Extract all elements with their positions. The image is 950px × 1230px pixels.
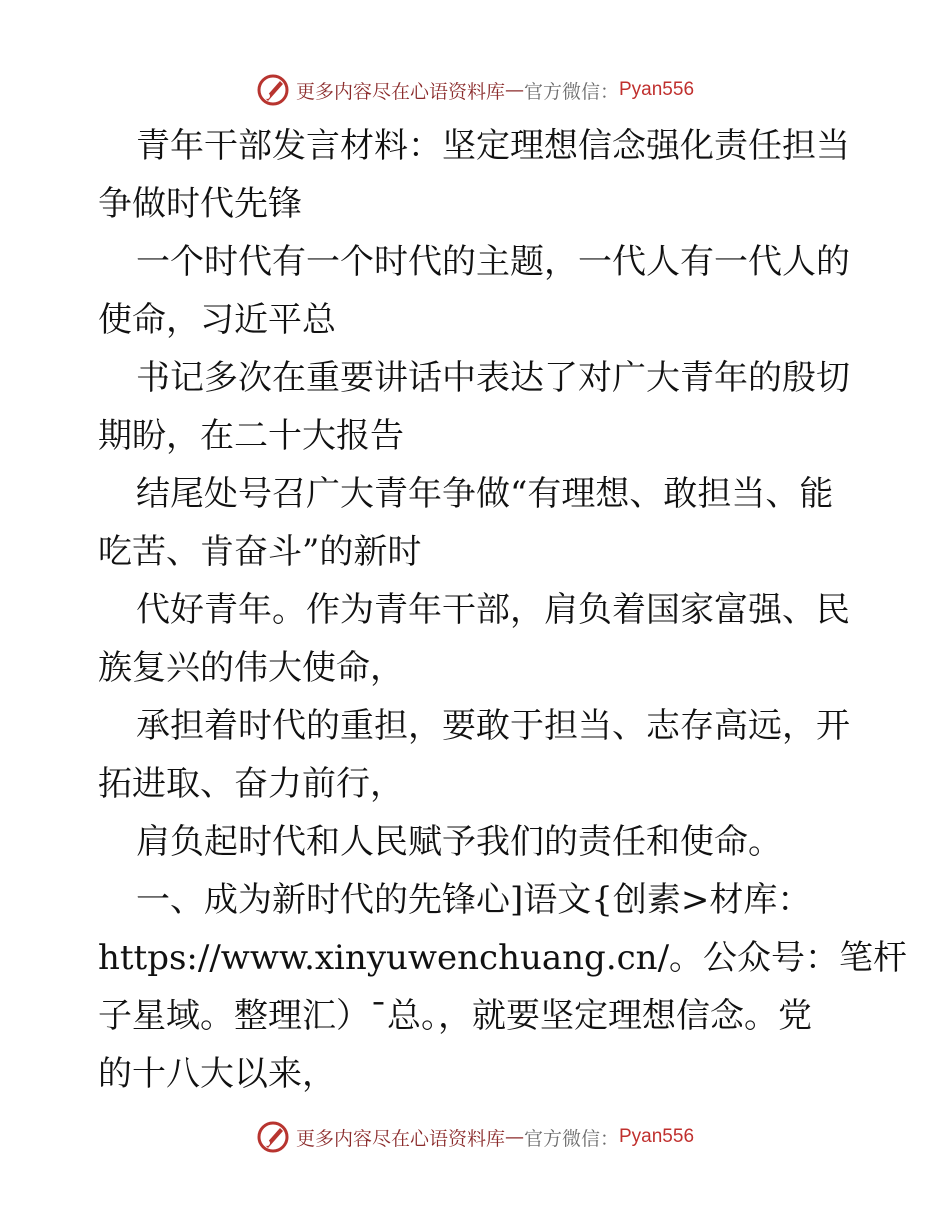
text-line: 代好青年。作为青年干部，肩负着国家富强、民 bbox=[136, 590, 850, 630]
text-line: 一、成为新时代的先锋心]语文{创素>材库： bbox=[136, 880, 812, 920]
text-line: 子星域。整理汇）¯总。，就要坚定理想信念。党 bbox=[98, 996, 812, 1036]
text-line: 肩负起时代和人民赋予我们的责任和使命。 bbox=[136, 822, 782, 862]
text-line: 族复兴的伟大使命， bbox=[98, 648, 404, 688]
banner-separator: — bbox=[504, 79, 524, 101]
text-line: 期盼，在二十大报告 bbox=[98, 416, 404, 456]
quill-seal-icon bbox=[256, 1120, 290, 1154]
banner-text: 更多内容尽在心语资料库 bbox=[295, 80, 505, 103]
text-line: 吃苦、肯奋斗”的新时 bbox=[98, 532, 422, 572]
text-line: 结尾处号召广大青年争做“有理想、敢担当、能 bbox=[136, 474, 834, 514]
footer-banner bbox=[0, 1117, 950, 1157]
text-line: 使命，习近平总 bbox=[98, 300, 336, 340]
quill-seal-icon bbox=[256, 73, 290, 107]
text-line: 书记多次在重要讲话中表达了对广大青年的殷切 bbox=[136, 358, 850, 398]
text-line: 承担着时代的重担，要敢于担当、志存高远，开 bbox=[136, 706, 850, 746]
text-line-url: https://www.xinyuwenchuang.cn/。公众号：笔杆 bbox=[98, 938, 908, 978]
text-line: 青年干部发言材料：坚定理想信念强化责任担当 bbox=[136, 126, 850, 166]
banner-text: 更多内容尽在心语资料库 bbox=[295, 1127, 505, 1150]
text-line: 争做时代先锋 bbox=[98, 184, 302, 224]
document-body bbox=[98, 117, 908, 1103]
text-line: 的十八大以来， bbox=[98, 1054, 336, 1094]
banner-wechat-id: Pyan556 bbox=[619, 1126, 695, 1147]
text-line: 拓进取、奋力前行， bbox=[98, 764, 404, 804]
text-line: 一个时代有一个时代的主题，一代人有一代人的 bbox=[136, 242, 850, 282]
banner-separator: — bbox=[504, 1126, 524, 1148]
header-banner bbox=[0, 70, 950, 110]
banner-suffix: 官方微信： bbox=[523, 80, 619, 103]
banner-wechat-id: Pyan556 bbox=[619, 79, 695, 100]
banner-suffix: 官方微信： bbox=[523, 1127, 619, 1150]
